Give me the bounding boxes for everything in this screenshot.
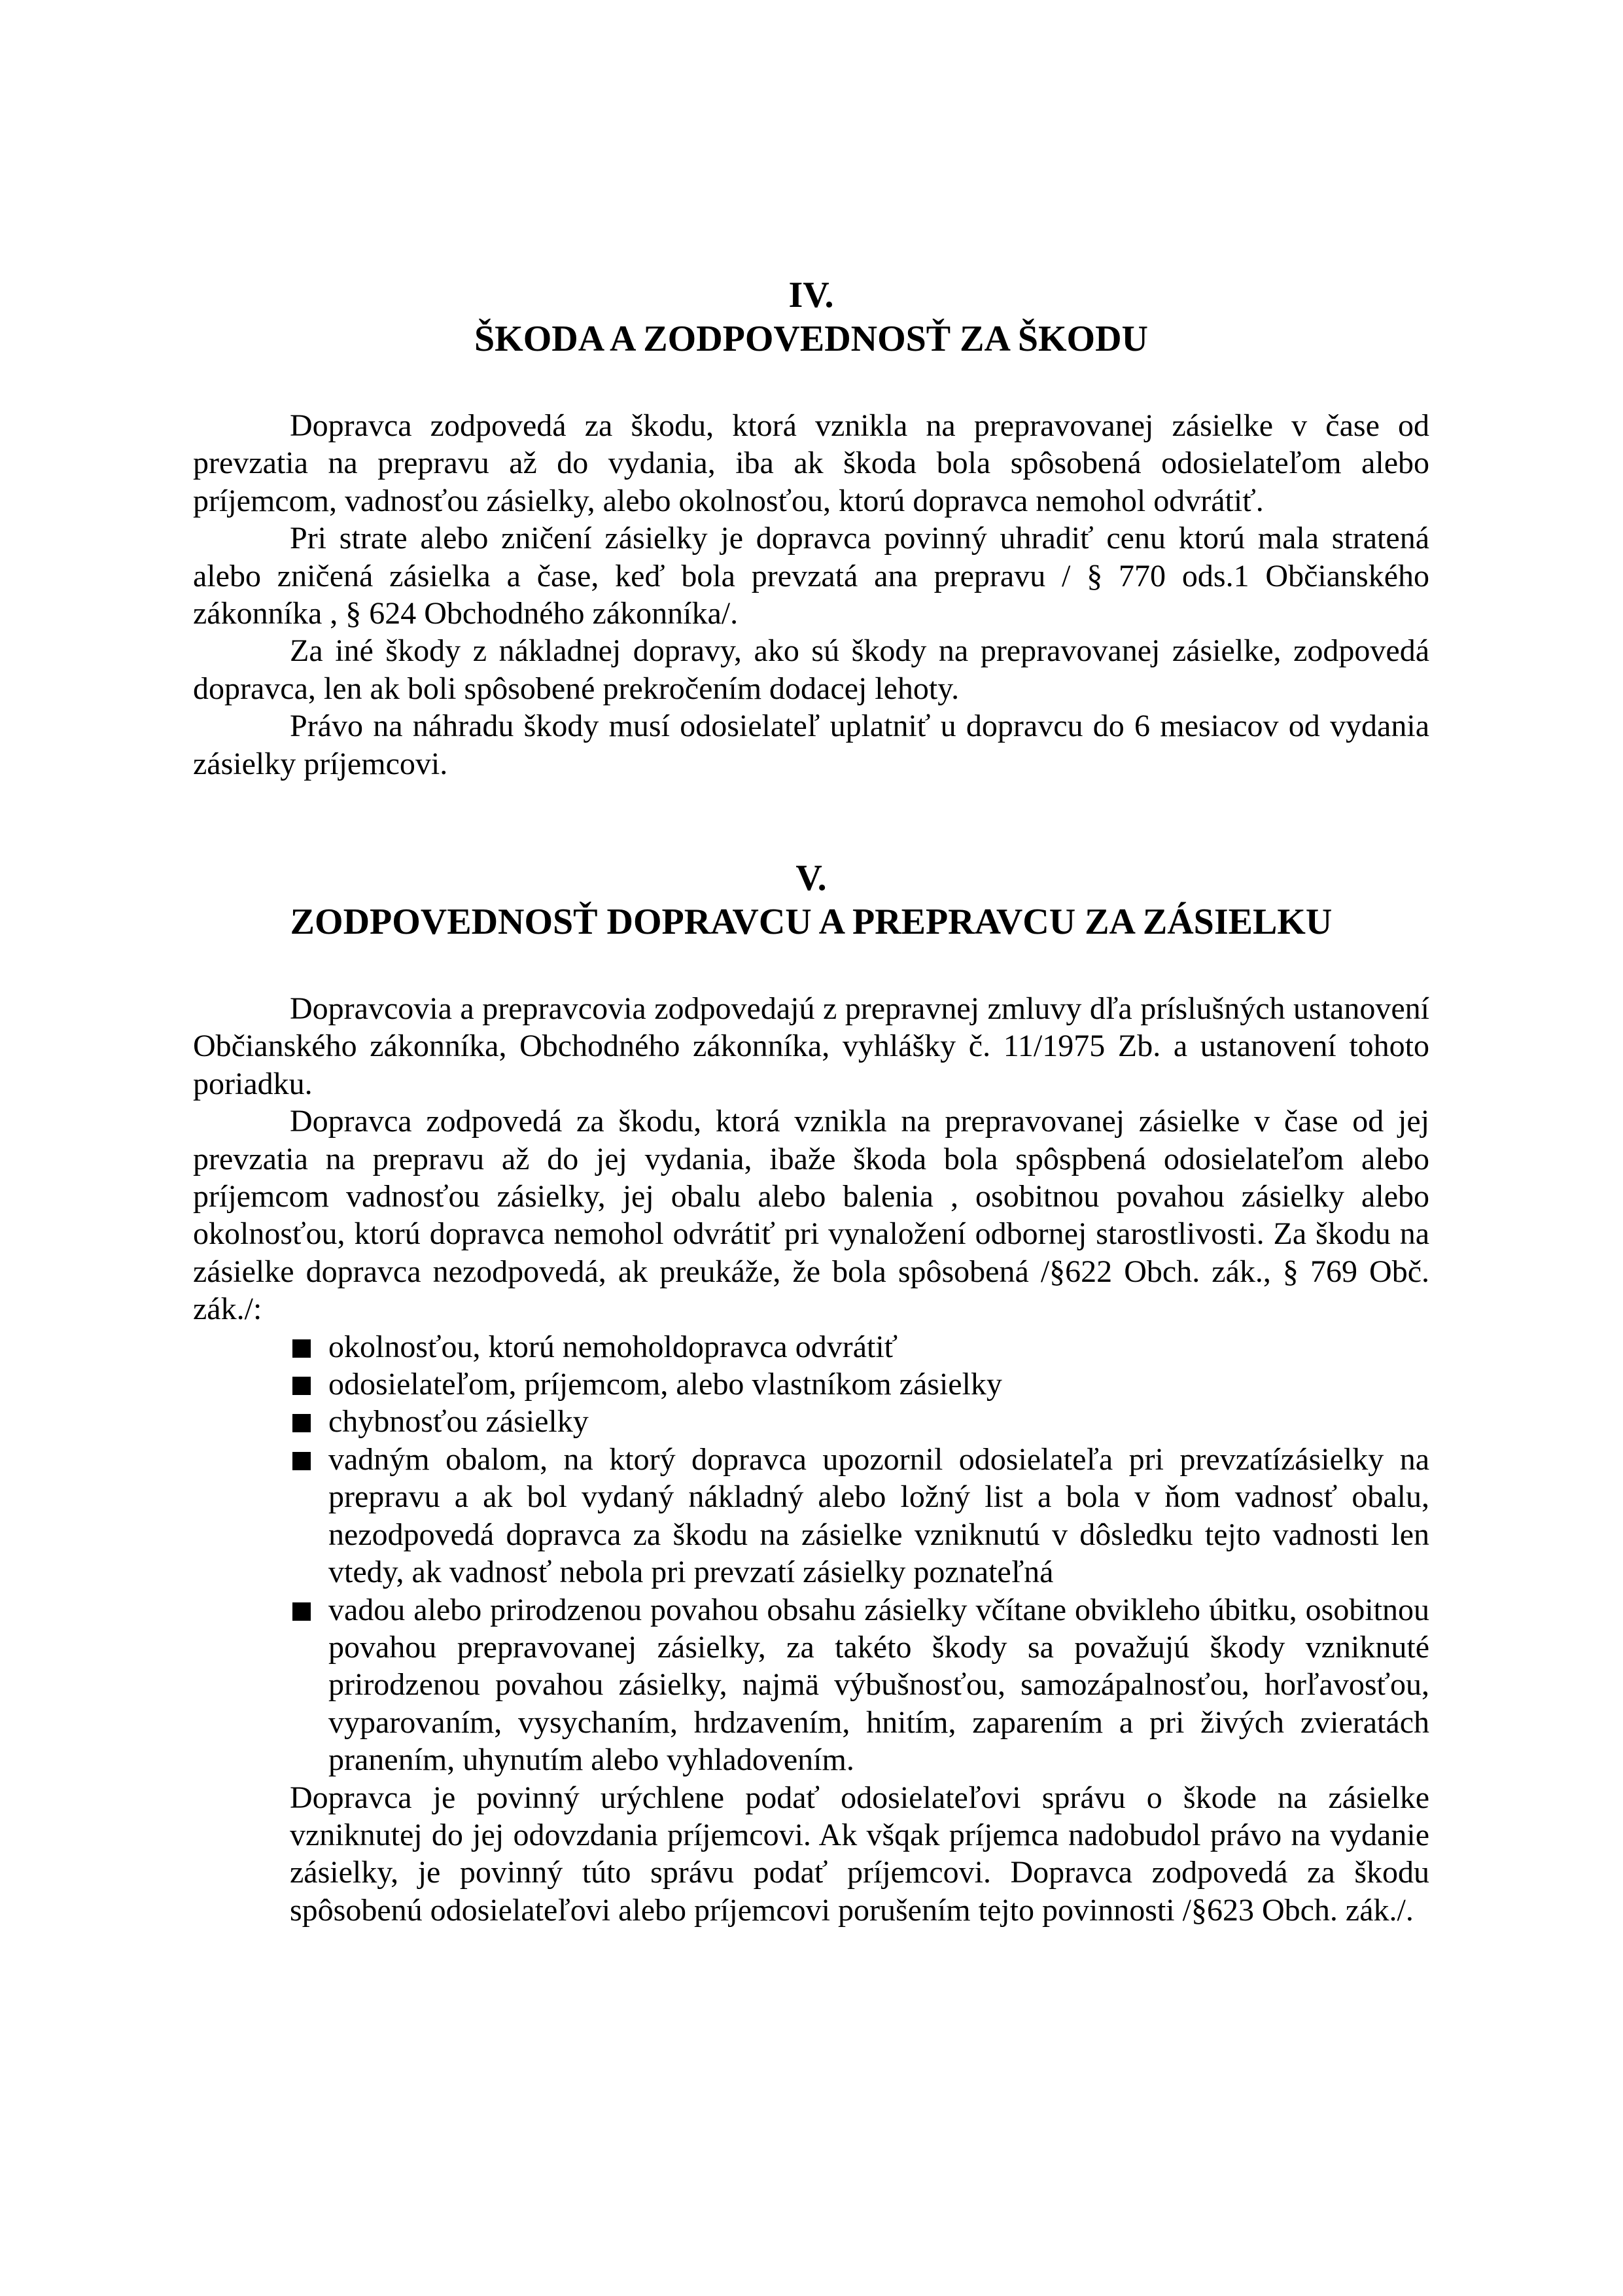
section-title: ŠKODA A ZODPOVEDNOSŤ ZA ŠKODU xyxy=(474,319,1148,359)
paragraph: Dopravca zodpovedá za škodu, ktorá vznikla na prepravovanej zásielke v čase od prevzatia na prepravu až do vydania, iba ak škoda bola spôsobená odosielateľom alebo príjemcom, vadnosťou zásielky, alebo okolnosťou, ktorú dopravca nemohol odvrátiť. xyxy=(193,408,1429,518)
list-item-text: odosielateľom, príjemcom, alebo vlastníkom zásielky xyxy=(328,1367,1002,1402)
list-item-text: chybnosťou zásielky xyxy=(328,1404,589,1439)
section-title: ZODPOVEDNOSŤ DOPRAVCU A PREPRAVCU ZA ZÁSIELKU xyxy=(290,902,1333,942)
paragraph: Pri strate alebo zničení zásielky je dopravca povinný uhradiť cenu ktorú mala stratená alebo zničená zásielka a čase, keď bola prevzatá ana prepravu / § 770 ods.1 Občianského zákonníka , § 624 Obchodného zákonníka/. xyxy=(193,521,1429,631)
section-iv-body xyxy=(193,407,1429,783)
list-item xyxy=(328,1403,1429,1440)
square-bullet-icon xyxy=(292,1339,311,1358)
square-bullet-icon xyxy=(292,1602,311,1621)
section-number: V. xyxy=(795,858,827,898)
list-item xyxy=(328,1366,1429,1403)
paragraph: Za iné škody z nákladnej dopravy, ako sú škody na prepravovanej zásielke, zodpovedá dopravca, len ak boli spôsobené prekročením dodacej lehoty. xyxy=(193,633,1429,706)
list-item-text: vadou alebo prirodzenou povahou obsahu zásielky včítane obvikleho úbitku, osobitnou povahou prepravovanej zásielky, za takéto škody sa považujú škody vzniknuté prirodzenou povahou zásielky, najmä výbušnosťou, samozápalnosťou, horľavosťou, vyparovaním, vysychaním, hrdzavením, hnitím, zaparením a pri živých zvieratách pranením, uhynutím alebo vyhladovením. xyxy=(328,1592,1429,1778)
paragraph: Právo na náhradu škody musí odosielateľ uplatniť u dopravcu do 6 mesiacov od vydania zásielky príjemcovi. xyxy=(193,709,1429,781)
list-item-text: vadným obalom, na ktorý dopravca upozornil odosielateľa pri prevzatízásielky na prepravu a ak bol vydaný nákladný alebo ložný list a bola v ňom vadnosť obalu, nezodpovedá dopravca za škodu na zásielke vzniknutú v dôsledku tejto vadnosti len vtedy, ak vadnosť nebola pri prevzatí zásielky poznateľná xyxy=(328,1441,1429,1590)
section-v-body xyxy=(193,990,1429,1929)
list-item xyxy=(328,1441,1429,1591)
paragraph: Dopravca zodpovedá za škodu, ktorá vznikla na prepravovanej zásielke v čase od jej prevzatia na prepravu až do jej vydania, ibaže škoda bola spôspbená odosielateľom alebo príjemcom vadnosťou zásielky, jej obalu alebo balenia , osobitnou povahou zásielky alebo okolnosťou, ktorú dopravca nemohol odvrátiť pri vynaložení odbornej starostlivosti. Za škodu na zásielke dopravca nezodpovedá, ak preukáže, že bola spôsobená /§622 Obch. zák., § 769 Obč. zák./: xyxy=(193,1104,1429,1327)
closing-paragraph: Dopravca je povinný urýchlene podať odosielateľovi správu o škode na zásielke vzniknutej do jej odovzdania príjemcovi. Ak všqak príjemca nadobudol právo na vydanie zásielky, je povinný túto správu podať príjemcovi. Dopravca zodpovedá za škodu spôsobenú odosielateľovi alebo príjemcovi porušením tejto povinnosti /§623 Obch. zák./. xyxy=(290,1780,1429,1928)
bullet-list xyxy=(193,1328,1429,1779)
section-iv-heading xyxy=(193,274,1429,361)
paragraph: Dopravcovia a prepravcovia zodpovedajú z prepravnej zmluvy dľa príslušných ustanovení Občianského zákonníka, Obchodného zákonníka, vyhlášky č. 11/1975 Zb. a ustanovení tohoto poriadku. xyxy=(193,991,1429,1101)
square-bullet-icon xyxy=(292,1452,311,1470)
list-item xyxy=(328,1591,1429,1779)
section-number: IV. xyxy=(788,275,834,315)
section-v-heading xyxy=(193,857,1429,944)
list-item-text: okolnosťou, ktorú nemoholdopravca odvrátiť xyxy=(328,1329,898,1364)
square-bullet-icon xyxy=(292,1414,311,1432)
square-bullet-icon xyxy=(292,1377,311,1395)
list-item xyxy=(328,1328,1429,1366)
